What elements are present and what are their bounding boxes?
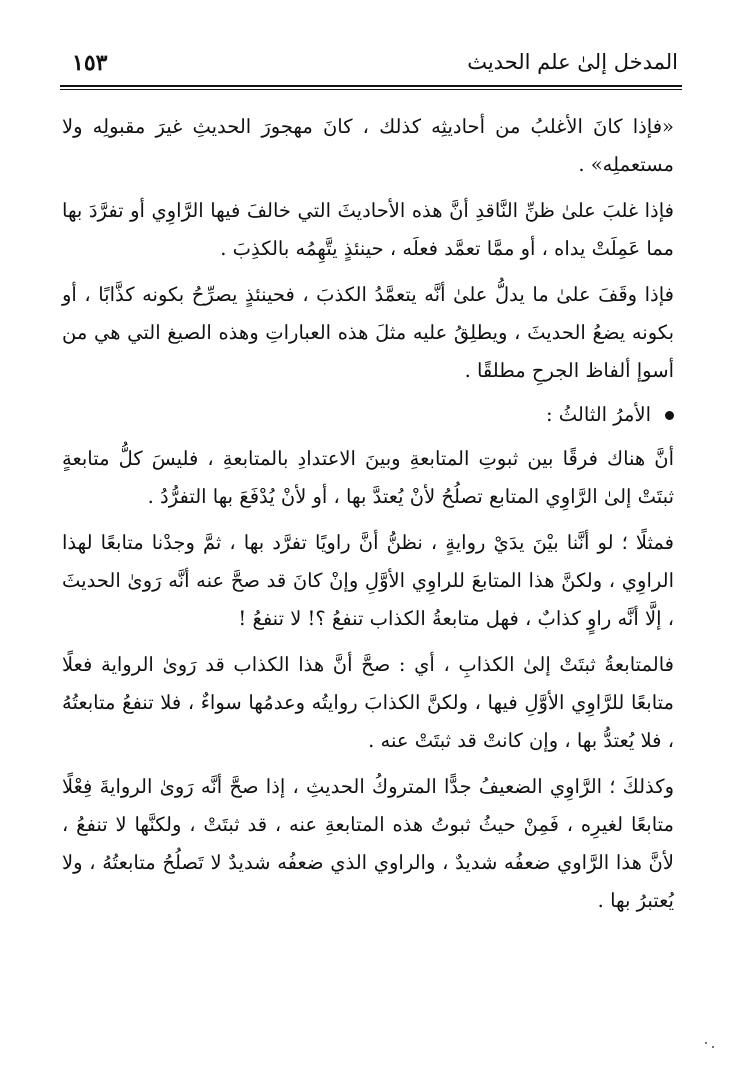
scan-speck: [712, 1046, 714, 1048]
section-heading: [62, 396, 674, 434]
paragraph-quote: «فإذا كانَ الأغلبُ من أحاديثِه كذلك ، كانَ مهجورَ الحديثِ غيرَ مقبولِه ولا مستعملِه» .: [62, 115, 674, 176]
bullet-icon: [665, 411, 674, 420]
paragraph: وكذلكَ ؛ الرَّاوِي الضعيفُ جدًّا المتروكُ الحديثِ ، إذا صحَّ أنَّه رَوىٰ الروايةَ فِعْلًا متابعًا لغيرِه ، فَمِنْ حيثُ ثبوتُ هذه المتابعةِ عنه ، قد ثبتَتْ ، ولكنَّها لا تنفعُ ، لأنَّ هذا الرَّاوي ضعفُه شديدٌ ، والراوي الذي ضعفُه شديدٌ لا تَصلُحُ متابعتُهُ ، ولا يُعتبرُ بها .: [62, 775, 674, 912]
paragraph: فإذا غلبَ علىٰ ظنِّ النَّاقدِ أنَّ هذه الأحاديثَ التي خالفَ فيها الرَّاوِي أو تفرَّدَ بها مما عَمِلَتْ يداه ، أو ممَّا تعمَّد فعلَه ، حينئذٍ يتَّهِمُه بالكذِبَ .: [62, 199, 674, 260]
page-number: ١٥٣: [72, 50, 108, 76]
header-rule-thick: [60, 85, 682, 87]
paragraph: فالمتابعةُ ثبتَتْ إلىٰ الكذابِ ، أي : صحَّ أنَّ هذا الكذاب قد رَوىٰ الرواية فعلًا متابعًا للرَّاوِي الأوَّلِ فيها ، ولكنَّ الكذابَ روايتُه وعدمُها سواءٌ ، فلا تنفعُ متابعتُهُ ، فلا يُعتدُّ بها ، وإن كانتْ قد ثبتَتْ عنه .: [62, 653, 674, 752]
paragraph: فمثلًا ؛ لو أنَّنا بيْنَ يدَيْ روايةٍ ، نظنُّ أنَّ راويًا تفرَّد بها ، ثمَّ وجدْنا متابعًا لهذا الراوِي ، ولكنَّ هذا المتابعَ للراوِي الأوَّلِ وإنْ كانَ قد صحَّ عنه أنَّه رَوىٰ الحديثَ ، إلَّا أنَّه راوٍ كذابٌ ، فهل متابعةُ الكذاب تنفعُ ؟! لا تنفعُ !: [62, 531, 674, 630]
paragraph: فإذا وقَفَ علىٰ ما يدلُّ علىٰ أنَّه يتعمَّدُ الكذبَ ، فحينئذٍ يصرِّحُ بكونه كذَّابًا ، أو بكونه يضعُ الحديثَ ، ويطلِقُ عليه مثلَ هذه العباراتِ وهذه الصيغ التي هي من أسوإ ألفاظ الجرحِ مطلقًا .: [62, 283, 674, 382]
page-body: [62, 108, 674, 920]
paragraph: أنَّ هناك فرقًا بين ثبوتِ المتابعةِ وبينَ الاعتدادِ بالمتابعةِ ، فليسَ كلُّ متابعةٍ ثبتَتْ إلىٰ الرَّاوِي المتابع تصلُحُ لأنْ يُعتدَّ بها ، أو لأنْ يُدْفَعَ بها التفرُّدُ .: [62, 447, 674, 508]
page-header: [62, 40, 684, 80]
section-heading-text: الأمرُ الثالثُ :: [546, 403, 651, 426]
header-rule-thin: [60, 89, 682, 90]
scan-speck: [705, 1042, 707, 1044]
running-title: المدخل إلىٰ علم الحديث: [467, 50, 678, 74]
